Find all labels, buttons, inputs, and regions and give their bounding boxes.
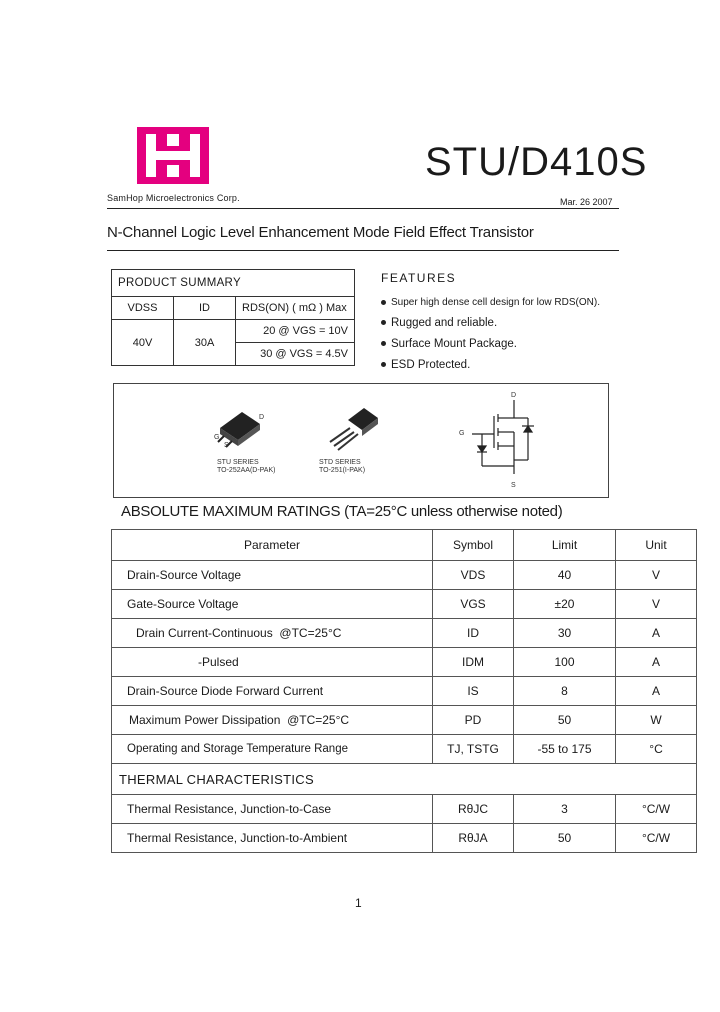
pin-d-label: D — [259, 414, 265, 421]
features-list — [381, 292, 600, 376]
ratings-condition: (TA=25°C unless otherwise noted) — [344, 503, 563, 520]
col-rds: RDS(ON) ( mΩ ) Max — [236, 297, 355, 320]
table-row: Thermal Resistance, Junction-to-Case RθJC 3 °C/W — [112, 795, 697, 824]
stu-package-label: TO-252AA(D-PAK) — [217, 467, 276, 474]
divider — [107, 208, 619, 209]
pin-d-label: D — [511, 392, 517, 399]
feature-item: Surface Mount Package. — [381, 334, 600, 355]
features-title: FEATURES — [381, 271, 457, 285]
part-number: STU/D410S — [425, 140, 648, 184]
stu-series-label: STU SERIES — [217, 459, 259, 466]
table-row: Drain Current-Continuous @TC=25°C ID 30 A — [112, 619, 697, 648]
thermal-title: THERMAL CHARACTERISTICS — [112, 764, 697, 795]
header-unit: Unit — [616, 530, 697, 561]
divider — [107, 250, 619, 251]
table-row: Thermal Resistance, Junction-to-Ambient RθJA 50 °C/W — [112, 824, 697, 853]
mosfet-symbol-icon — [464, 396, 544, 480]
pin-g-label: G — [214, 434, 220, 441]
feature-item: Rugged and reliable. — [381, 313, 600, 334]
company-name: SamHop Microelectronics Corp. — [107, 193, 240, 203]
table-row: Drain-Source Diode Forward Current IS 8 A — [112, 677, 697, 706]
product-summary-title: PRODUCT SUMMARY — [112, 270, 355, 297]
bullet-icon — [381, 320, 386, 325]
header-symbol: Symbol — [433, 530, 514, 561]
rds-value-4v5: 30 @ VGS = 4.5V — [236, 343, 355, 366]
header-parameter: Parameter — [112, 530, 433, 561]
col-vdss: VDSS — [112, 297, 174, 320]
pin-g-label: G — [459, 430, 465, 437]
pin-s-label: S — [511, 482, 516, 489]
table-row: Maximum Power Dissipation @TC=25°C PD 50 W — [112, 706, 697, 735]
samhop-logo — [137, 127, 209, 184]
bullet-icon — [381, 362, 386, 367]
table-row: Operating and Storage Temperature Range TJ, TSTG -55 to 175 °C — [112, 735, 697, 764]
page-number: 1 — [355, 896, 362, 910]
thermal-section-row — [112, 764, 697, 795]
dpak-package-icon — [212, 406, 268, 452]
table-row: -Pulsed IDM 100 A — [112, 648, 697, 677]
id-value: 30A — [174, 320, 236, 366]
col-id: ID — [174, 297, 236, 320]
package-figure — [113, 383, 609, 498]
ratings-table — [111, 529, 697, 853]
feature-item: ESD Protected. — [381, 355, 600, 376]
std-package-label: TO-251(I-PAK) — [319, 467, 366, 474]
release-date: Mar. 26 2007 — [560, 197, 613, 207]
header-limit: Limit — [514, 530, 616, 561]
bullet-icon — [381, 341, 386, 346]
feature-item: Super high dense cell design for low RDS(ON). — [381, 292, 600, 313]
table-row: Drain-Source Voltage VDS 40 V — [112, 561, 697, 590]
product-summary-table — [111, 269, 355, 366]
std-series-label: STD SERIES — [319, 459, 361, 466]
pin-s-label: S — [224, 442, 229, 449]
rds-value-10v: 20 @ VGS = 10V — [236, 320, 355, 343]
document-subtitle: N-Channel Logic Level Enhancement Mode Field Effect Transistor — [107, 224, 534, 241]
vdss-value: 40V — [112, 320, 174, 366]
ratings-title: ABSOLUTE MAXIMUM RATINGS (TA=25°C unless otherwise noted) — [121, 503, 563, 520]
bullet-icon — [381, 300, 386, 305]
table-row: Gate-Source Voltage VGS ±20 V — [112, 590, 697, 619]
ipak-package-icon — [322, 404, 382, 454]
